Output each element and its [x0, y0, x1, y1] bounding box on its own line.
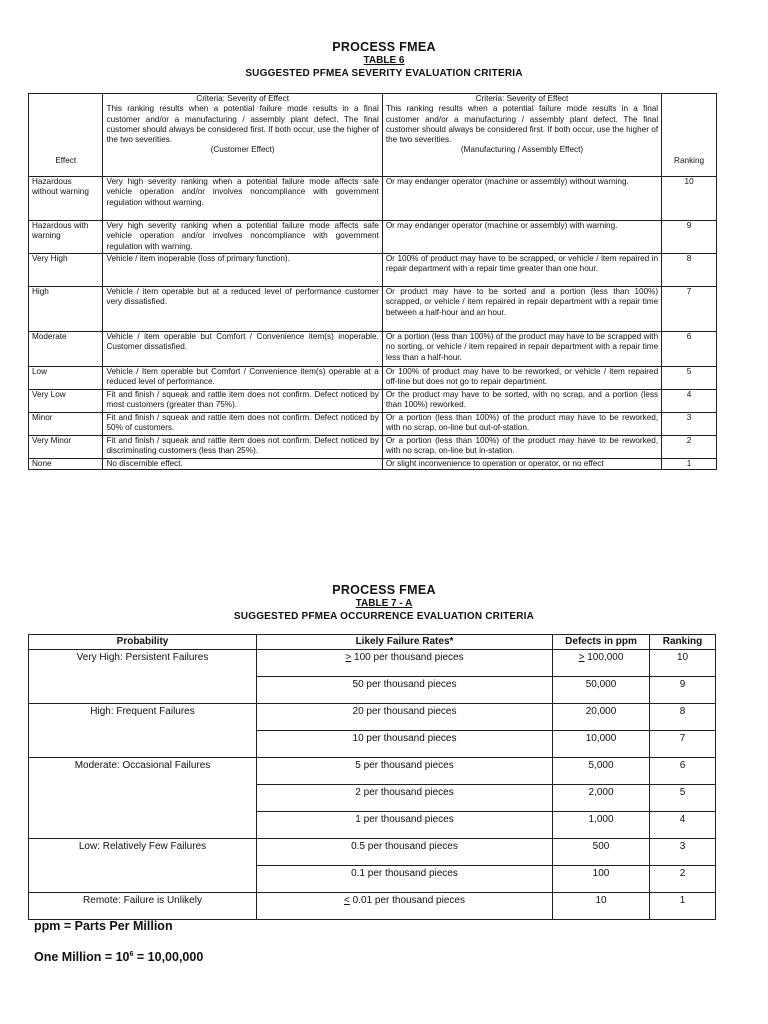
- ranking-cell: 8: [650, 704, 716, 731]
- ranking-cell: 5: [662, 367, 717, 390]
- manufacturing-cell: Or 100% of product may have to be reworked, or vehicle / item repaired off-line but does not go to repair department.: [382, 367, 661, 390]
- failure-rate-cell: [257, 812, 553, 839]
- customer-cell: Fit and finish / squeak and rattle item does not confirm. Defect noticed by discriminating customers (less than 25%).: [103, 436, 382, 459]
- failure-rate-cell: [257, 839, 553, 866]
- rate-prefix: <: [344, 895, 350, 906]
- customer-cell: Vehicle / item inoperable (loss of primary function).: [103, 254, 382, 287]
- million-note-prefix: One Million = 10: [34, 950, 130, 964]
- rate-value: 0.5 per thousand pieces: [351, 841, 458, 852]
- ppm-value: 500: [592, 841, 610, 852]
- ranking-cell: 3: [650, 839, 716, 866]
- rate-value: 50 per thousand pieces: [352, 679, 457, 690]
- occurrence-row: [29, 839, 716, 866]
- header-ranking: Ranking: [662, 94, 717, 177]
- ppm-value: 2,000: [588, 787, 614, 798]
- manufacturing-cell: Or slight inconvenience to operation or operator, or no effect: [382, 459, 661, 470]
- customer-cell: Vehicle / item operable but Comfort / Convenience item(s) inoperable. Customer dissatisfied.: [103, 332, 382, 367]
- failure-rate-cell: [257, 731, 553, 758]
- section1-title: PROCESS FMEA: [332, 40, 436, 54]
- occurrence-row: [29, 893, 716, 920]
- rate-value: 5 per thousand pieces: [355, 760, 454, 771]
- ranking-cell: 4: [650, 812, 716, 839]
- ppm-note: ppm = Parts Per Million: [34, 919, 173, 933]
- ranking-cell: 2: [650, 866, 716, 893]
- severity-row: [29, 390, 717, 413]
- manufacturing-cell: Or product may have to be sorted and a portion (less than 100%) scrapped, or vehicle / item repaired in repair department with a repair time between a half-hour and an hour.: [382, 287, 661, 332]
- header-ranking: Ranking: [650, 635, 716, 650]
- ppm-prefix: >: [578, 652, 585, 663]
- ranking-cell: 2: [662, 436, 717, 459]
- ppm-value: 5,000: [588, 760, 614, 771]
- severity-row: [29, 177, 717, 221]
- defects-ppm-cell: [553, 812, 650, 839]
- header-probability: Probability: [29, 635, 257, 650]
- severity-row: [29, 459, 717, 470]
- ranking-cell: 9: [662, 221, 717, 254]
- occurrence-table-body: [29, 650, 716, 920]
- header-manufacturing-effect: (Manufacturing / Assembly Effect): [460, 145, 584, 155]
- million-note: [34, 950, 203, 964]
- customer-cell: Vehicle / item operable but at a reduced level of performance customer very dissatisfied.: [103, 287, 382, 332]
- ppm-value: 10,000: [585, 733, 617, 744]
- effect-cell: Very Minor: [29, 436, 103, 459]
- defects-ppm-cell: [553, 758, 650, 785]
- million-note-suffix: = 10,00,000: [133, 950, 204, 964]
- rate-value: 10 per thousand pieces: [352, 733, 457, 744]
- effect-cell: Very Low: [29, 390, 103, 413]
- severity-header-row: [29, 94, 717, 177]
- occurrence-row: [29, 704, 716, 731]
- ranking-cell: 1: [662, 459, 717, 470]
- header-customer-criteria: [103, 94, 382, 177]
- manufacturing-cell: Or may endanger operator (machine or assembly) without warning.: [382, 177, 661, 221]
- occurrence-row: [29, 650, 716, 677]
- rate-prefix: >: [345, 652, 352, 663]
- customer-cell: No discernible effect.: [103, 459, 382, 470]
- severity-row: [29, 287, 717, 332]
- manufacturing-cell: Or a portion (less than 100%) of the product may have to be reworked, with no scrap, on-line but out-of-station.: [382, 413, 661, 436]
- rate-value: 0.01 per thousand pieces: [349, 895, 465, 906]
- ppm-value: 1,000: [588, 814, 614, 825]
- ranking-cell: 10: [662, 177, 717, 221]
- header-customer-effect: (Customer Effect): [210, 145, 275, 155]
- section1-table-label: TABLE 6: [363, 55, 405, 66]
- failure-rate-cell: [257, 785, 553, 812]
- defects-ppm-cell: [553, 866, 650, 893]
- customer-cell: Very high severity ranking when a potential failure mode affects safe vehicle operation and/or involves noncompliance with government regulation without warning.: [103, 177, 382, 221]
- probability-cell: Very High: Persistent Failures: [29, 650, 257, 704]
- ranking-cell: 1: [650, 893, 716, 920]
- failure-rate-cell: [257, 650, 553, 677]
- effect-cell: None: [29, 459, 103, 470]
- ppm-value: 100,000: [584, 652, 624, 663]
- probability-cell: Remote: Failure is Unlikely: [29, 893, 257, 920]
- effect-cell: Very High: [29, 254, 103, 287]
- effect-cell: Low: [29, 367, 103, 390]
- effect-cell: Moderate: [29, 332, 103, 367]
- ppm-value: 50,000: [585, 679, 617, 690]
- probability-cell: Moderate: Occasional Failures: [29, 758, 257, 839]
- ranking-cell: 10: [650, 650, 716, 677]
- ranking-cell: 8: [662, 254, 717, 287]
- defects-ppm-cell: [553, 677, 650, 704]
- occurrence-table: [28, 634, 716, 920]
- customer-cell: Vehicle / Item operable but Comfort / Convenience item(s) operable at a reduced level of performance.: [103, 367, 382, 390]
- million-note-exponent: 6: [129, 950, 134, 958]
- header-crit-text: This ranking results when a potential failure mode results in a final customer and/or a manufacturing / assembly plant defect. The final customer should always be considered first. If both occur, use the higher of the two severities.: [106, 104, 379, 145]
- defects-ppm-cell: [553, 704, 650, 731]
- rate-value: 2 per thousand pieces: [355, 787, 454, 798]
- severity-row: [29, 436, 717, 459]
- probability-cell: High: Frequent Failures: [29, 704, 257, 758]
- section2-table-label: TABLE 7 - A: [355, 598, 413, 609]
- manufacturing-cell: Or a portion (less than 100%) of the product may have to be reworked, with no scrap, on-line but in-station.: [382, 436, 661, 459]
- ranking-cell: 9: [650, 677, 716, 704]
- rate-value: 0.1 per thousand pieces: [351, 868, 458, 879]
- defects-ppm-cell: [553, 731, 650, 758]
- ranking-cell: 7: [662, 287, 717, 332]
- header-crit-text-2: This ranking results when a potential failure mode results in a final customer and/or a manufacturing / assembly plant defect. The final customer should always be considered first. If both occur, use the higher of the two severities.: [385, 104, 659, 145]
- severity-row: [29, 221, 717, 254]
- header-manufacturing-criteria: [382, 94, 661, 177]
- section1-subtitle: SUGGESTED PFMEA SEVERITY EVALUATION CRITERIA: [245, 68, 523, 79]
- customer-cell: Fit and finish / squeak and rattle item does not confirm. Defect noticed by most customers (greater than 75%).: [103, 390, 382, 413]
- manufacturing-cell: Or a portion (less than 100%) of the product may have to be scrapped with no sorting, or vehicle / item repaired in repair department with a repair time less than a half-hour.: [382, 332, 661, 367]
- ranking-cell: 6: [662, 332, 717, 367]
- header-effect: Effect: [29, 94, 103, 177]
- occurrence-header-row: [29, 635, 716, 650]
- effect-cell: Hazardous without warning: [29, 177, 103, 221]
- header-defects-ppm: Defects in ppm: [553, 635, 650, 650]
- severity-row: [29, 367, 717, 390]
- defects-ppm-cell: [553, 839, 650, 866]
- ppm-value: 10: [595, 895, 607, 906]
- header-crit-title: Criteria: Severity of Effect: [196, 94, 289, 103]
- failure-rate-cell: [257, 758, 553, 785]
- effect-cell: Minor: [29, 413, 103, 436]
- manufacturing-cell: Or the product may have to be sorted, with no scrap, and a portion (less than 100%) reworked.: [382, 390, 661, 413]
- defects-ppm-cell: [553, 893, 650, 920]
- header-crit-title-2: Criteria: Severity of Effect: [475, 94, 569, 103]
- defects-ppm-cell: [553, 650, 650, 677]
- severity-table: [28, 93, 717, 470]
- section2-title: PROCESS FMEA: [332, 583, 436, 597]
- defects-ppm-cell: [553, 785, 650, 812]
- failure-rate-cell: [257, 677, 553, 704]
- probability-cell: Low: Relatively Few Failures: [29, 839, 257, 893]
- rate-value: 1 per thousand pieces: [355, 814, 454, 825]
- ppm-value: 100: [592, 868, 610, 879]
- occurrence-row: [29, 758, 716, 785]
- customer-cell: Very high severity ranking when a potential failure mode affects safe vehicle operation and/or involves noncompliance with government regulation with warning.: [103, 221, 382, 254]
- severity-row: [29, 254, 717, 287]
- ppm-value: 20,000: [585, 706, 617, 717]
- failure-rate-cell: [257, 704, 553, 731]
- effect-cell: High: [29, 287, 103, 332]
- manufacturing-cell: Or may endanger operator (machine or assembly) with warning.: [382, 221, 661, 254]
- manufacturing-cell: Or 100% of product may have to be scrapped, or vehicle / item repaired in repair department with a repair time greater than one hour.: [382, 254, 661, 287]
- section2-subtitle: SUGGESTED PFMEA OCCURRENCE EVALUATION CRITERIA: [233, 611, 535, 622]
- ranking-cell: 7: [650, 731, 716, 758]
- ranking-cell: 6: [650, 758, 716, 785]
- rate-value: 20 per thousand pieces: [352, 706, 457, 717]
- severity-row: [29, 413, 717, 436]
- header-failure-rates: Likely Failure Rates*: [257, 635, 553, 650]
- failure-rate-cell: [257, 866, 553, 893]
- rate-value: 100 per thousand pieces: [351, 652, 464, 663]
- ranking-cell: 4: [662, 390, 717, 413]
- effect-cell: Hazardous with warning: [29, 221, 103, 254]
- ranking-cell: 3: [662, 413, 717, 436]
- customer-cell: Fit and finish / squeak and rattle item does not confirm. Defect noticed by 50% of customers.: [103, 413, 382, 436]
- ranking-cell: 5: [650, 785, 716, 812]
- failure-rate-cell: [257, 893, 553, 920]
- severity-row: [29, 332, 717, 367]
